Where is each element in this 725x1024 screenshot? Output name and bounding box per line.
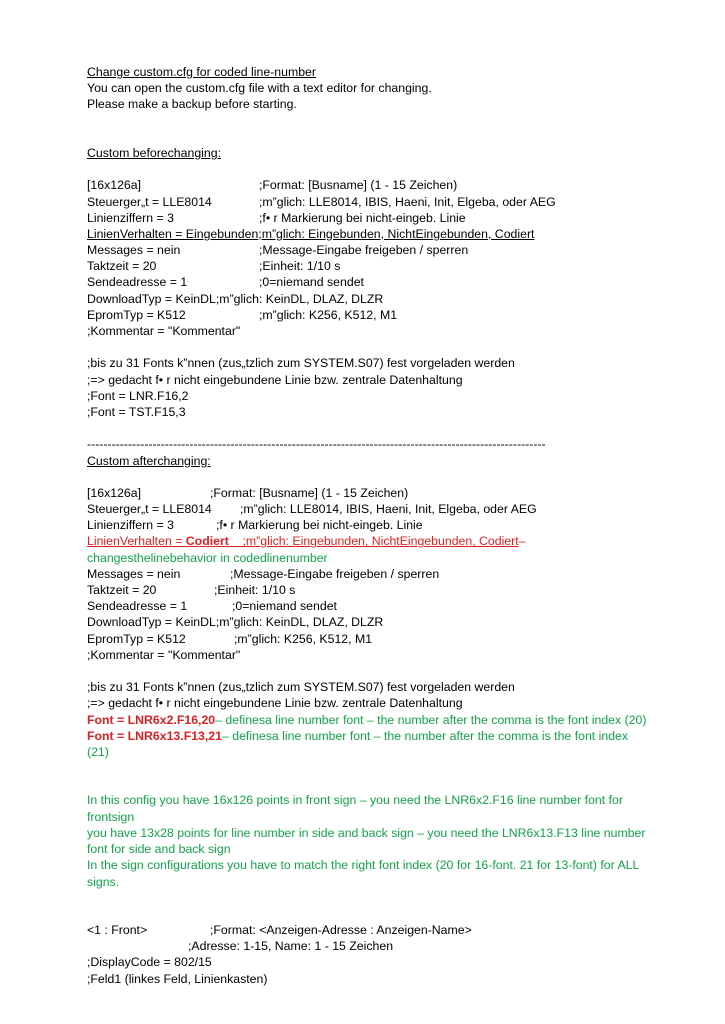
font-line-front: Font = LNR6x2.F16,20– definesa line number font – the number after the comma is the font index (20)	[87, 712, 647, 727]
document-page	[87, 64, 647, 987]
config-before: [16x126a] ;Format: [Busname] (1 - 15 Zeichen) Steuerger„t = LLE8014 ;m”glich: LLE8014, IBIS, Haeni, Init, Elgeba, oder AEG Linienziffern = 3 ;f• r Markierung bei nicht-eingeb. Linie LinienVerhalten = Eingebunden;m”glich: Eingebunden, NichtEingebunden, Codiert Messages = nein ;Message-Eingabe freigeben / sperren Taktzeit = 20 ;Einheit: 1/10 s Sendeadresse = 1 ;0=niemand sendet DownloadTyp = KeinDL;m”glich: KeinDL, DLAZ, DLZR EpromTyp = K512 ;m”glich: K256, K512, M1 ;Kommentar = "Kommentar"	[87, 178, 556, 338]
comment-line: ;bis zu 31 Fonts k”nnen (zus„tzlich zum SYSTEM.S07) fest vorgeladen werden	[87, 356, 515, 371]
explanation-paragraph: In the sign configurations you have to match the right font index (20 for 16-font. 21 for 13-font) for ALL signs.	[87, 858, 639, 889]
change-note: changesthelinebehavior in codedlinenumber	[87, 550, 328, 565]
comment-line: ;=> gedacht f• r nicht eingebundene Linie bzw. zentrale Datenhaltung	[87, 696, 463, 711]
config-tail: <1 : Front> ;Format: <Anzeigen-Adresse : Anzeigen-Name> ;Adresse: 1-15, Name: 1 - 15 Zeichen ;DisplayCode = 802/15 ;Feld1 (linkes Feld, Linienkasten)	[87, 923, 472, 986]
intro-line: Please make a backup before starting.	[87, 97, 297, 112]
section-heading-after: Custom afterchanging:	[87, 453, 211, 468]
changed-setting: LinienVerhalten =	[87, 534, 186, 549]
section-heading-before: Custom beforechanging:	[87, 145, 221, 160]
config-after: [16x126a] ;Format: [Busname] (1 - 15 Zeichen) Steuerger„t = LLE8014 ;m”glich: LLE8014, IBIS, Haeni, Init, Elgeba, oder AEG Linienziffern = 3 ;f• r Markierung bei nicht-eingeb. Linie LinienVerhalten = Codiert ;m”glich: Eingebunden, NichtEingebunden, Codiert– changesthelinebehavior in codedlinenumber Messages = nein ;Message-Eingabe freigeben / sperren Taktzeit = 20 ;Einheit: 1/10 s Sendeadresse = 1 ;0=niemand sendet DownloadTyp = KeinDL;m”glich: KeinDL, DLAZ, DLZR EpromTyp = K512 ;m”glich: K256, K512, M1 ;Kommentar = "Kommentar"	[87, 485, 647, 663]
explanation-paragraph: you have 13x28 points for line number in side and back sign – you need the LNR6x13.F13 line number font for side and back sign	[87, 825, 646, 857]
font-line-side: Font = LNR6x13.F13,21– definesa line number font – the number after the comma is the font index (21)	[87, 728, 629, 759]
font-line: ;Font = LNR.F16,2	[87, 388, 189, 403]
explanation-paragraph: In this config you have 16x126 points in front sign – you need the LNR6x2.F16 line number font for frontsign	[87, 793, 623, 824]
font-line: ;Font = TST.F15,3	[87, 404, 186, 419]
comment-line: ;bis zu 31 Fonts k”nnen (zus„tzlich zum SYSTEM.S07) fest vorgeladen werden	[87, 680, 515, 695]
separator: ----------------------------------------------------------------------------------------------------------------	[87, 437, 546, 452]
comment-line: ;=> gedacht f• r nicht eingebundene Linie bzw. zentrale Datenhaltung	[87, 372, 463, 387]
changed-value: Codiert	[185, 534, 229, 549]
doc-title: Change custom.cfg for coded line-number	[87, 65, 316, 79]
intro-line: You can open the custom.cfg file with a text editor for changing.	[87, 81, 432, 96]
